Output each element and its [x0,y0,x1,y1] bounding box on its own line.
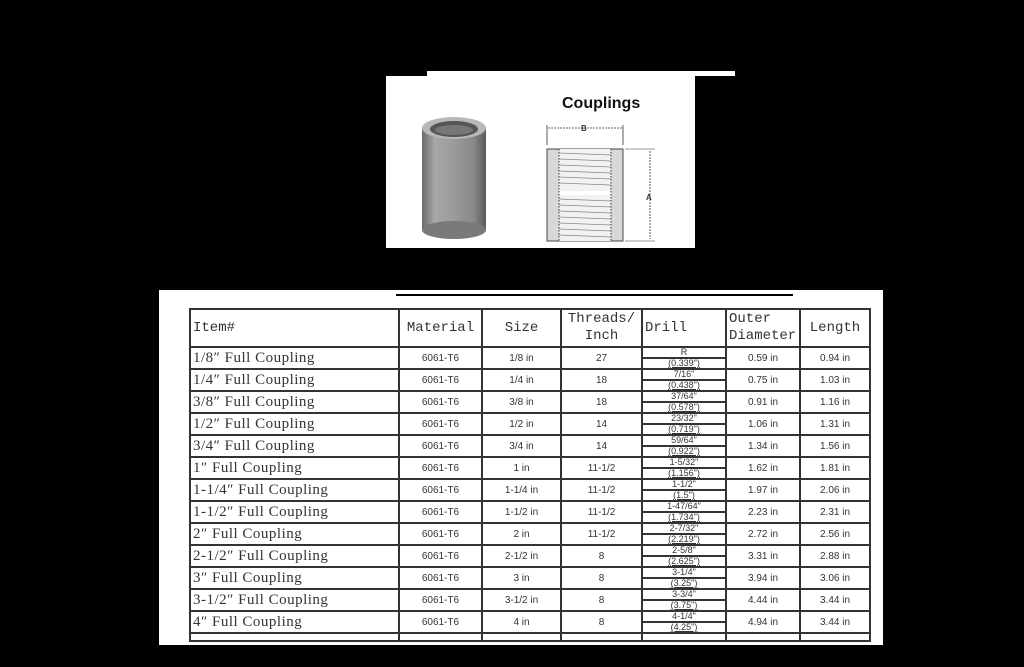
cell-outer-diameter: 4.94 in [726,611,800,633]
cell-length: 3.44 in [800,611,870,633]
drill-fraction: 3-3/4" [643,590,725,601]
cell-length: 2.88 in [800,545,870,567]
cell-drill [642,545,726,567]
cell-threads: 8 [561,567,642,589]
cell-item: 2″ Full Coupling [190,523,399,545]
cell-size: 1/2 in [482,413,561,435]
drill-decimal: (2.219") [668,534,700,544]
header-threads [561,309,642,347]
table-row [190,391,870,413]
cell-material: 6061-T6 [399,347,482,369]
table-row [190,369,870,391]
drill-decimal: (0.438") [668,380,700,390]
cell-size: 1 in [482,457,561,479]
cell-item: 3/8″ Full Coupling [190,391,399,413]
drill-fraction: 37/64" [643,392,725,403]
cell-outer-diameter: 0.59 in [726,347,800,369]
cell-threads: 8 [561,611,642,633]
cell-outer-diameter: 3.31 in [726,545,800,567]
header-outer-diameter [726,309,800,347]
cell-material: 6061-T6 [399,479,482,501]
table-row [190,611,870,633]
cell-empty [642,633,726,641]
cell-length: 1.03 in [800,369,870,391]
cell-length: 1.56 in [800,435,870,457]
drill-fraction: 3-1/4" [643,568,725,579]
cell-empty [190,633,399,641]
cell-drill [642,413,726,435]
drill-decimal: (0.719") [668,424,700,434]
drill-fraction: 2-5/8" [643,546,725,557]
cell-empty [399,633,482,641]
cell-size: 1-1/4 in [482,479,561,501]
figure-title: Couplings [562,95,641,112]
cell-material: 6061-T6 [399,391,482,413]
cell-drill [642,435,726,457]
cell-material: 6061-T6 [399,435,482,457]
cell-material: 6061-T6 [399,457,482,479]
header-length: Length [800,309,870,347]
drill-decimal: (2.625") [668,556,700,566]
cell-drill [642,567,726,589]
cell-drill [642,523,726,545]
cell-material: 6061-T6 [399,545,482,567]
cell-outer-diameter: 1.06 in [726,413,800,435]
table-row [190,413,870,435]
cell-length: 1.31 in [800,413,870,435]
cell-material: 6061-T6 [399,567,482,589]
drill-decimal: (1.5") [673,490,695,500]
cell-size: 2-1/2 in [482,545,561,567]
cell-drill [642,611,726,633]
cell-drill [642,479,726,501]
drill-fraction: 1-1/2" [643,480,725,491]
drill-decimal: (0.339") [668,358,700,368]
cell-outer-diameter: 1.62 in [726,457,800,479]
cell-material: 6061-T6 [399,611,482,633]
cell-threads: 11-1/2 [561,479,642,501]
cell-material: 6061-T6 [399,501,482,523]
cell-size: 3-1/2 in [482,589,561,611]
cell-threads: 8 [561,545,642,567]
header-item: Item# [190,309,399,347]
cell-item: 3/4″ Full Coupling [190,435,399,457]
table-row [190,347,870,369]
cell-size: 1/4 in [482,369,561,391]
cell-size: 4 in [482,611,561,633]
cell-drill [642,457,726,479]
header-drill: Drill [642,309,726,347]
cell-size: 3/8 in [482,391,561,413]
table-row [190,479,870,501]
cell-outer-diameter: 2.72 in [726,523,800,545]
drill-fraction: 1-5/32" [643,458,725,469]
cell-size: 1-1/2 in [482,501,561,523]
cell-threads: 18 [561,369,642,391]
cell-material: 6061-T6 [399,523,482,545]
cell-empty [726,633,800,641]
drill-fraction: 23/32" [643,414,725,425]
cell-item: 1-1/4″ Full Coupling [190,479,399,501]
table-row [190,523,870,545]
coupling-spec-table [189,308,871,642]
cell-length: 3.06 in [800,567,870,589]
table-row-partial [190,633,870,641]
cell-item: 1-1/2″ Full Coupling [190,501,399,523]
drill-decimal: (3.25") [670,578,698,588]
cell-threads: 11-1/2 [561,501,642,523]
cell-threads: 11-1/2 [561,457,642,479]
cell-item: 1″ Full Coupling [190,457,399,479]
dimension-label-b: B [581,124,587,133]
coupling-cross-section-diagram [545,121,665,245]
cell-item: 2-1/2″ Full Coupling [190,545,399,567]
header-size: Size [482,309,561,347]
cell-outer-diameter: 3.94 in [726,567,800,589]
cell-size: 1/8 in [482,347,561,369]
cell-drill [642,391,726,413]
drill-decimal: (0.578") [668,402,700,412]
cell-material: 6061-T6 [399,369,482,391]
cell-length: 3.44 in [800,589,870,611]
drill-decimal: (1.734") [668,512,700,522]
table-row [190,501,870,523]
cell-drill [642,347,726,369]
cell-drill [642,501,726,523]
cell-threads: 27 [561,347,642,369]
cell-length: 2.31 in [800,501,870,523]
cell-threads: 8 [561,589,642,611]
cell-item: 1/8″ Full Coupling [190,347,399,369]
table-row [190,589,870,611]
drill-decimal: (3.75") [670,600,698,610]
cell-outer-diameter: 0.75 in [726,369,800,391]
header-threads-line2: Inch [584,328,619,344]
cell-threads: 18 [561,391,642,413]
header-outer-line1: Outer [729,311,772,327]
drill-fraction: R [643,348,725,359]
table-row [190,545,870,567]
cell-length: 2.56 in [800,523,870,545]
dimension-label-a: A [646,193,652,202]
cell-material: 6061-T6 [399,589,482,611]
cell-size: 3 in [482,567,561,589]
cell-threads: 11-1/2 [561,523,642,545]
drill-fraction: 2-7/32" [643,524,725,535]
cell-outer-diameter: 0.91 in [726,391,800,413]
header-outer-line2: Diameter [729,328,797,344]
cell-outer-diameter: 1.34 in [726,435,800,457]
cell-item: 4″ Full Coupling [190,611,399,633]
table-header-row [190,309,870,347]
table-row [190,567,870,589]
drill-fraction: 7/16" [643,370,725,381]
cell-length: 1.16 in [800,391,870,413]
drill-fraction: 59/64" [643,436,725,447]
cell-outer-diameter: 2.23 in [726,501,800,523]
cell-threads: 14 [561,413,642,435]
drill-fraction: 1-47/64" [643,502,725,513]
drill-fraction: 4-1/4" [643,612,725,623]
cell-size: 2 in [482,523,561,545]
drill-decimal: (4.25") [670,622,698,632]
drill-decimal: (1.156") [668,468,700,478]
cell-drill [642,369,726,391]
table-row [190,435,870,457]
cell-length: 2.06 in [800,479,870,501]
cell-outer-diameter: 1.97 in [726,479,800,501]
cell-empty [482,633,561,641]
header-threads-line1: Threads/ [567,311,636,327]
cell-empty [561,633,642,641]
cell-threads: 14 [561,435,642,457]
cell-size: 3/4 in [482,435,561,457]
cell-item: 3-1/2″ Full Coupling [190,589,399,611]
coupling-photo [420,116,488,240]
cell-item: 1/4″ Full Coupling [190,369,399,391]
cell-length: 1.81 in [800,457,870,479]
cell-length: 0.94 in [800,347,870,369]
header-material: Material [399,309,482,347]
drill-decimal: (0.922") [668,446,700,456]
cell-empty [800,633,870,641]
cell-drill [642,589,726,611]
cell-outer-diameter: 4.44 in [726,589,800,611]
cell-item: 1/2″ Full Coupling [190,413,399,435]
table-row [190,457,870,479]
cell-material: 6061-T6 [399,413,482,435]
table-top-rule [396,294,793,296]
cell-item: 3″ Full Coupling [190,567,399,589]
